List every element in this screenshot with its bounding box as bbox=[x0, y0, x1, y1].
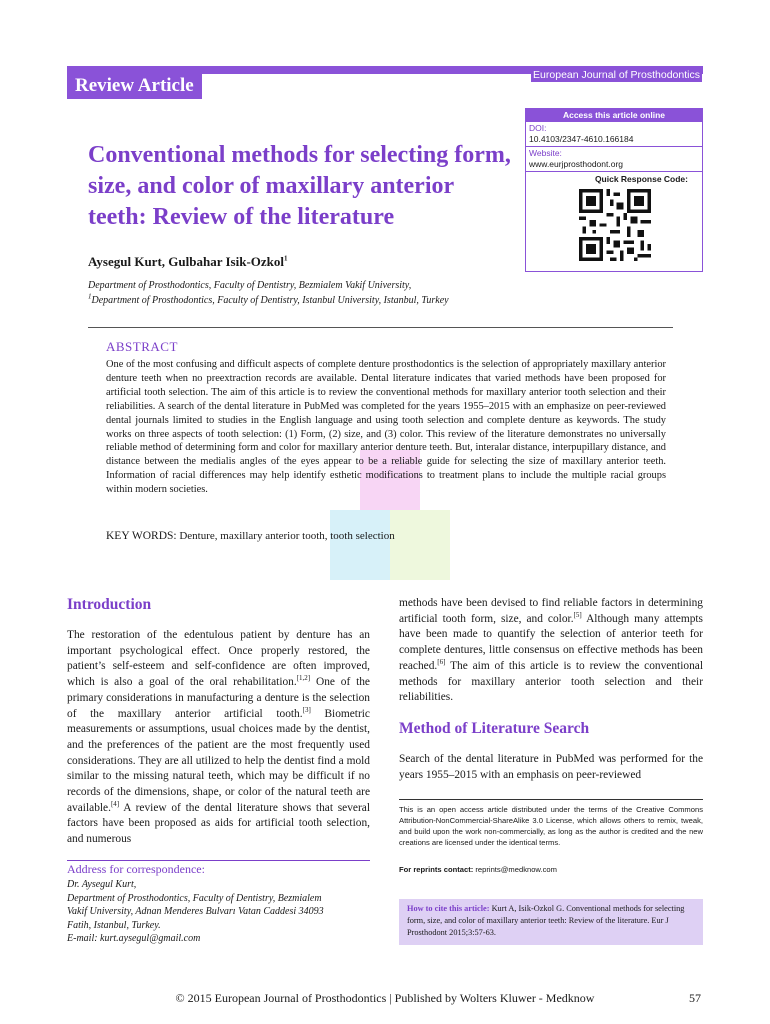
cite-label: How to cite this article: bbox=[407, 904, 490, 913]
qr-label: Quick Response Code: bbox=[594, 174, 688, 184]
reprints-label: For reprints contact: bbox=[399, 865, 474, 874]
method-paragraph: Search of the dental literature in PubMed was performed for the years 1955–2015 with an emphasis on peer-reviewed bbox=[399, 753, 703, 781]
correspondence-divider bbox=[67, 860, 370, 861]
citation-ref[interactable]: [5] bbox=[573, 610, 582, 619]
doi-label: DOI: bbox=[529, 123, 547, 133]
license-text: This is an open access article distributed under the terms of the Creative Commons Attribution-NonCommercial-ShareAlike 3.0 License, which allows others to remix, tweak, and build upon the work non-commercially, as long as the author is credited and the new creations are licensed under the identical terms. bbox=[399, 805, 703, 847]
article-title: Conventional methods for selecting form, size, and color of maxillary anterior teeth: Review of the literature bbox=[88, 142, 511, 230]
introduction-paragraph-2 bbox=[399, 596, 703, 706]
intro-text-b: One of the primary considerations in manufacturing a denture is the selection of the maxillary anterior artificial tooth. bbox=[67, 676, 370, 720]
correspondence-line: Vakif University, Adnan Menderes Bulvarı Vatan Caddesi 34093 bbox=[67, 906, 324, 918]
method-heading: Method of Literature Search bbox=[399, 720, 590, 737]
access-box-heading: Access this article online bbox=[526, 109, 702, 122]
abstract-text: One of the most confusing and difficult aspects of complete denture prosthodontics is the selection of appropriately maxillary anterior denture teeth when no preextraction records are available. Dental literature indicates that varied methods have been proposed for artificial tooth selection. The aim of this article is to review the conventional methods for maxillary anterior tooth selection and their reliabilities. A search of the dental literature in PubMed was completed for the years 1955–2015 with an emphasize on peer-reviewed dental journals limited to studies in the English language and using tooth selection and complete denture as keywords. The study works on three aspects of tooth selection: (1) Form, (2) size, and (3) color. This review of the literature demonstrates no universally reliable method of determining form and color for maxillary anterior denture teeth. But, interalar distance, interpupillary distance, and distance between the medialis angles of the eyes appear to be a reliable guide for selecting the size of maxillary anterior teeth. Information of racial differences may help identify esthetic modifications to treatment plans to include the multiple racial groups within modern societies. bbox=[106, 359, 666, 496]
cite-text: Kurt A, Isik-Ozkol G. Conventional methods for selecting form, size, and color of maxillary anterior teeth: Review of the literature. Eur J Prosthodont 2015;3:57-63. bbox=[407, 904, 685, 937]
qr-code-icon[interactable] bbox=[579, 189, 651, 261]
reprints-contact bbox=[399, 865, 557, 874]
website-row bbox=[526, 147, 702, 172]
intro-text-f: Although many attempts have been made to quantify the selection of anterior teeth for complete dentures, little consensus on effective methods has been reached. bbox=[399, 612, 703, 672]
article-type-label: Review Article bbox=[67, 73, 202, 99]
correspondence-line: Dr. Aysegul Kurt, bbox=[67, 879, 137, 890]
introduction-heading: Introduction bbox=[67, 596, 152, 613]
doi-value[interactable]: 10.4103/2347-4610.166184 bbox=[529, 134, 634, 144]
affiliation-1: Department of Prosthodontics, Faculty of Dentistry, Bezmialem Vakif University, bbox=[88, 280, 412, 291]
website-link[interactable]: www.eurjprosthodont.org bbox=[529, 159, 624, 169]
page-footer: © 2015 European Journal of Prosthodontics | Published by Wolters Kluwer - Medknow bbox=[175, 991, 595, 1005]
journal-name: European Journal of Prosthodontics bbox=[533, 69, 700, 81]
correspondence-address bbox=[67, 878, 370, 946]
correspondence-line: Fatih, Istanbul, Turkey. bbox=[67, 919, 161, 931]
correspondence-email[interactable]: E-mail: kurt.aysegul@gmail.com bbox=[67, 933, 201, 945]
keywords-text: Denture, maxillary anterior tooth, tooth selection bbox=[179, 530, 395, 542]
author-affiliation-sup: 1 bbox=[284, 254, 288, 263]
website-label: Website: bbox=[529, 148, 562, 158]
correspondence-line: Department of Prosthodontics, Faculty of Dentistry, Bezmialem bbox=[67, 892, 322, 904]
page-number: 57 bbox=[689, 991, 701, 1005]
license-divider bbox=[399, 799, 703, 800]
how-to-cite-box bbox=[399, 899, 703, 945]
doi-row bbox=[526, 122, 702, 147]
intro-text-g: The aim of this article is to review the conventional methods for maxillary anterior tooth selection and their reliabilities. bbox=[399, 659, 703, 704]
keywords bbox=[106, 530, 395, 542]
intro-text-d: A review of the dental literature shows that several factors have been proposed as aids for artificial tooth selection, and numerous bbox=[67, 801, 370, 846]
citation-ref[interactable]: [4] bbox=[110, 799, 120, 808]
author-names: Aysegul Kurt, Gulbahar Isik-Ozkol bbox=[88, 254, 284, 269]
abstract-heading: ABSTRACT bbox=[106, 339, 178, 354]
affiliation-2 bbox=[88, 293, 449, 308]
affiliation-2-text: Department of Prosthodontics, Faculty of Dentistry, Istanbul University, Istanbul, Turkey bbox=[91, 295, 449, 306]
reprints-email[interactable]: reprints@medknow.com bbox=[475, 865, 557, 874]
keywords-label: KEY WORDS: bbox=[106, 530, 177, 542]
author-list bbox=[88, 254, 288, 270]
citation-ref[interactable]: [6] bbox=[437, 658, 446, 667]
citation-ref[interactable]: [1,2] bbox=[296, 674, 311, 683]
intro-text-a: The restoration of the edentulous patient by denture has an important psychological effect. Once properly restored, the patient’s self-esteem and self-confidence are often improved, which is also a goal of the oral rehabilitation. bbox=[67, 629, 370, 689]
citation-ref[interactable]: [3] bbox=[302, 705, 311, 714]
intro-text-e: methods have been devised to find reliable factors in determining artificial tooth form, size, and color. bbox=[399, 597, 703, 625]
correspondence-heading: Address for correspondence: bbox=[67, 862, 205, 876]
intro-text-c: Biometric measurements or assumptions, usual choices made by the dentist, and the preferences of the patient are the most frequently used considerations. They are all utilized to help the dentist find a mold similar to the missing natural teeth, which may be difficult if no records of the dimensions, shape, or color of the natural teeth are available. bbox=[67, 707, 370, 814]
access-article-box bbox=[525, 108, 703, 272]
introduction-paragraph-1 bbox=[67, 628, 370, 848]
title-divider bbox=[88, 327, 673, 328]
affiliation-2-sup: 1 bbox=[88, 292, 92, 301]
